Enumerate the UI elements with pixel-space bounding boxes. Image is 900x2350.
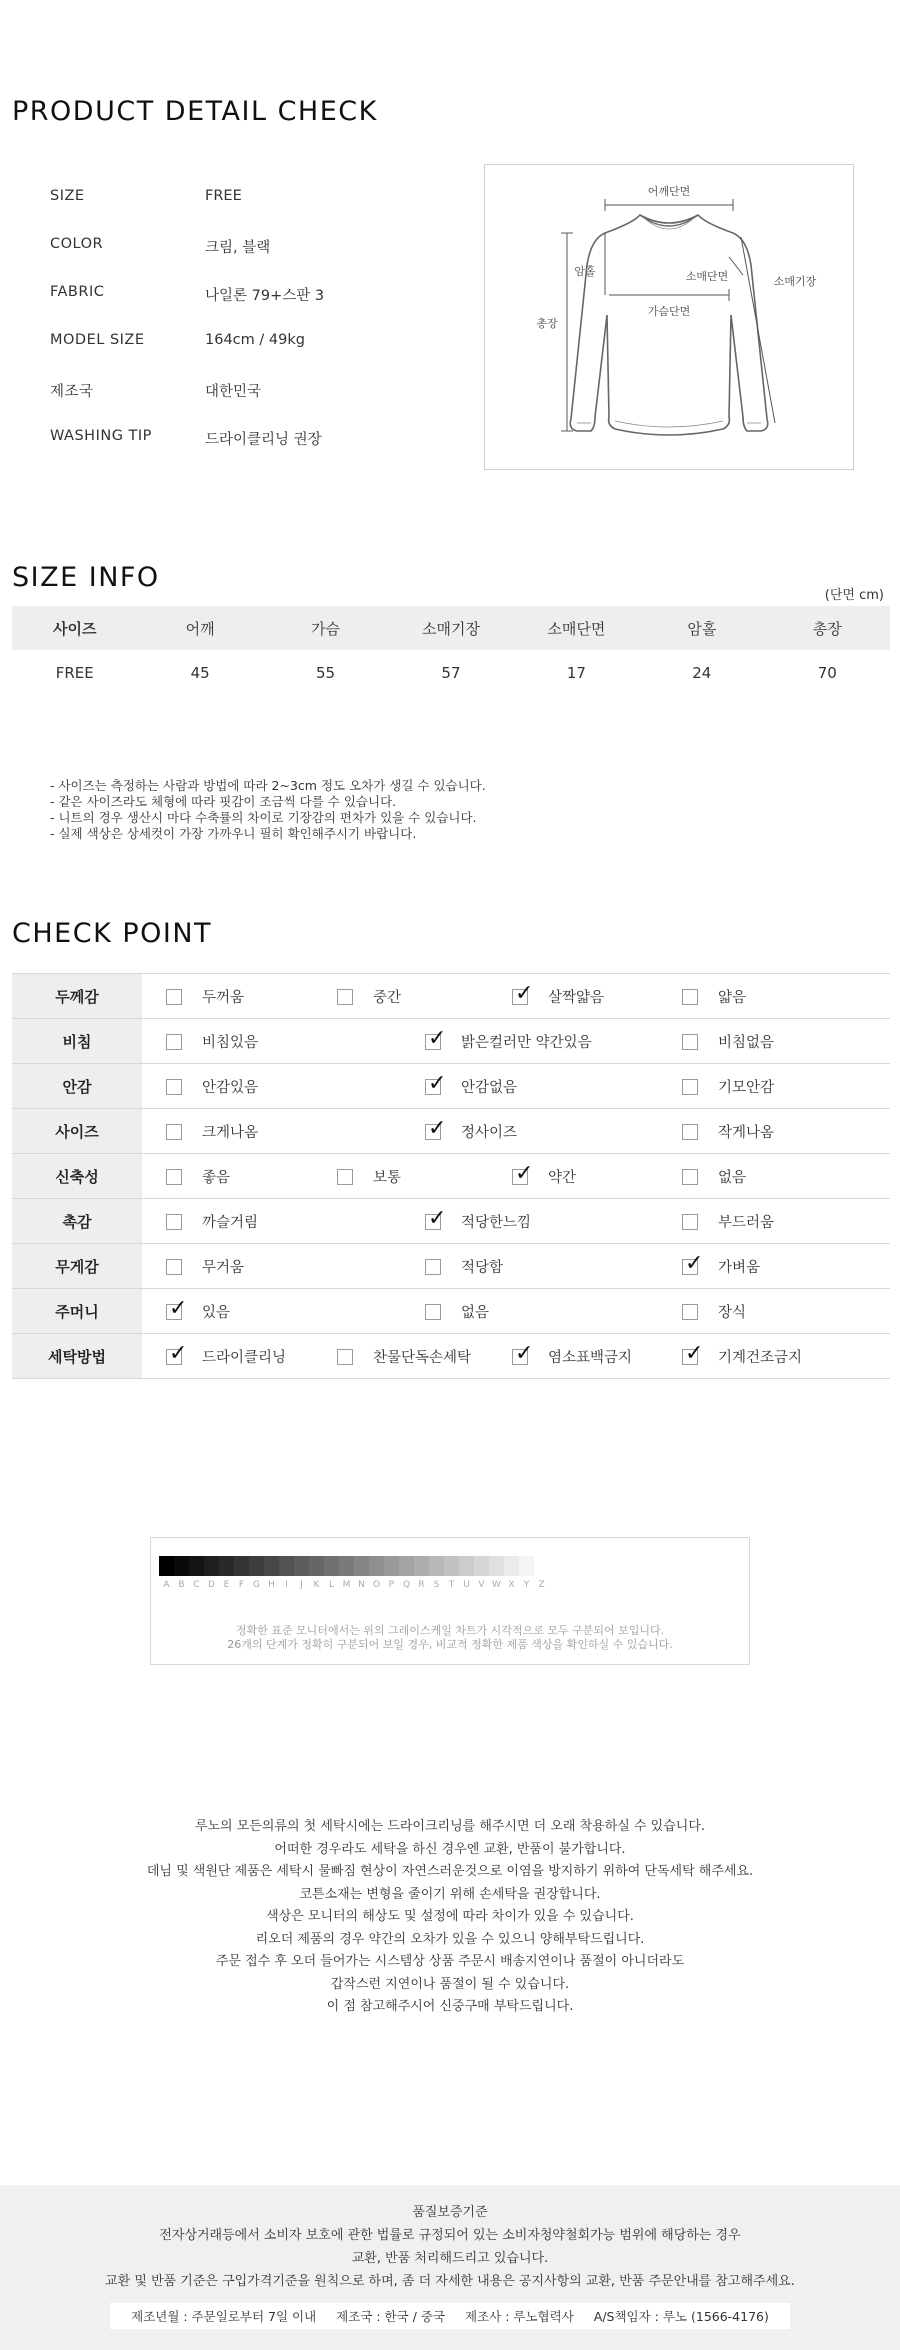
grayscale-swatch bbox=[204, 1556, 219, 1576]
check-option bbox=[682, 1064, 774, 1109]
check-option bbox=[425, 1109, 517, 1154]
detail-label: MODEL SIZE bbox=[50, 332, 145, 348]
grayscale-swatch bbox=[279, 1556, 294, 1576]
checkmark-icon: ✓ bbox=[685, 1250, 704, 1276]
check-option-label: 작게나옴 bbox=[718, 1125, 775, 1141]
size-cell: 70 bbox=[817, 664, 837, 682]
check-option bbox=[682, 1334, 802, 1379]
checked-checkbox-icon bbox=[682, 1250, 704, 1276]
checkmark-icon: ✓ bbox=[428, 1025, 447, 1051]
grayscale-swatch bbox=[384, 1556, 399, 1576]
grayscale-swatch bbox=[414, 1556, 429, 1576]
care-notice bbox=[0, 1816, 900, 2019]
check-row-label: 주머니 bbox=[12, 1289, 142, 1334]
check-option bbox=[337, 1154, 401, 1199]
product-detail-title: PRODUCT DETAIL CHECK bbox=[12, 96, 378, 127]
checkmark-icon: ✓ bbox=[428, 1205, 447, 1231]
detail-value: 대한민국 bbox=[205, 384, 262, 400]
size-header-cell: 가슴 bbox=[263, 606, 388, 650]
check-option-label: 있음 bbox=[202, 1305, 231, 1321]
check-row bbox=[12, 1334, 890, 1379]
sweater-outline bbox=[570, 215, 768, 435]
check-row-options bbox=[142, 1199, 890, 1244]
grayscale-swatch bbox=[474, 1556, 489, 1576]
grayscale-swatch bbox=[264, 1556, 279, 1576]
check-option-label: 염소표백금지 bbox=[548, 1350, 633, 1366]
grayscale-letter: L bbox=[328, 1580, 334, 1590]
grayscale-letter: T bbox=[448, 1580, 455, 1590]
garment-measurement-diagram bbox=[484, 164, 854, 470]
check-row-options bbox=[142, 1064, 890, 1109]
checkbox-icon bbox=[166, 1259, 182, 1275]
check-option bbox=[166, 1289, 230, 1334]
check-row-label: 촉감 bbox=[12, 1199, 142, 1244]
size-table-header bbox=[12, 606, 890, 650]
label-sleeve-width: 소매단면 bbox=[685, 270, 729, 283]
size-header-cell: 소매단면 bbox=[514, 606, 639, 650]
care-line: 데님 및 색원단 제품은 세탁시 물빠짐 현상이 자연스러운것으로 이염을 방지하기 위하여 단독세탁 해주세요. bbox=[146, 1864, 754, 1879]
grayscale-letter: E bbox=[223, 1580, 230, 1590]
detail-row-fabric bbox=[50, 284, 470, 314]
neckline bbox=[640, 215, 698, 226]
size-note: - 같은 사이즈라도 체형에 따라 핏감이 조금씩 다를 수 있습니다. bbox=[50, 794, 397, 809]
manufacture-date: 제조년월 : 주문일로부터 7일 이내 bbox=[131, 2309, 317, 2324]
check-option bbox=[425, 1199, 531, 1244]
check-row-options bbox=[142, 1019, 890, 1064]
check-row-options bbox=[142, 974, 890, 1019]
check-row-label: 세탁방법 bbox=[12, 1334, 142, 1379]
check-option-label: 얇음 bbox=[718, 990, 747, 1006]
grayscale-letter: N bbox=[358, 1580, 365, 1590]
care-line: 주문 접수 후 오더 들어가는 시스템상 상품 주문시 배송지연이나 품절이 아니더라도 bbox=[215, 1954, 685, 1969]
check-option bbox=[166, 1244, 244, 1289]
as-contact: A/S책임자 : 루노 (1566-4176) bbox=[593, 2309, 769, 2324]
grayscale-note-2: 26개의 단계가 정확히 구분되어 보일 경우, 비교적 정확한 제품 색상을 확인하실 수 있습니다. bbox=[227, 1638, 673, 1651]
check-row bbox=[12, 1154, 890, 1199]
checkbox-icon bbox=[337, 1349, 353, 1365]
check-row-label: 두께감 bbox=[12, 974, 142, 1019]
size-header-cell: 암홀 bbox=[639, 606, 764, 650]
care-line: 리오더 제품의 경우 약간의 오차가 있을 수 있으니 양해부탁드립니다. bbox=[255, 1931, 645, 1947]
size-unit: (단면 cm) bbox=[824, 588, 884, 603]
check-option-label: 보통 bbox=[373, 1170, 402, 1186]
check-option-label: 적당한느낌 bbox=[461, 1215, 532, 1231]
checkbox-icon bbox=[166, 1124, 182, 1140]
grayscale-letter: G bbox=[253, 1580, 260, 1590]
checked-checkbox-icon bbox=[166, 1295, 188, 1321]
check-option-label: 비침있음 bbox=[202, 1035, 259, 1051]
grayscale-swatch bbox=[159, 1556, 174, 1576]
checked-checkbox-icon bbox=[166, 1340, 188, 1366]
checkbox-icon bbox=[682, 1304, 698, 1320]
grayscale-letter: O bbox=[372, 1580, 381, 1590]
checkmark-icon: ✓ bbox=[685, 1340, 704, 1366]
grayscale-swatch bbox=[339, 1556, 354, 1576]
grayscale-letter: K bbox=[313, 1580, 320, 1590]
check-option-label: 중간 bbox=[373, 990, 402, 1006]
check-row-options bbox=[142, 1109, 890, 1154]
grayscale-letter: H bbox=[268, 1580, 275, 1590]
check-option bbox=[166, 1334, 286, 1379]
grayscale-letter: B bbox=[178, 1580, 185, 1590]
detail-label: COLOR bbox=[50, 236, 104, 252]
detail-row-size bbox=[50, 188, 470, 218]
check-option bbox=[166, 1019, 258, 1064]
checkbox-icon bbox=[166, 1079, 182, 1095]
checkbox-icon bbox=[425, 1259, 441, 1275]
grayscale-letter: C bbox=[193, 1580, 200, 1590]
checkbox-icon bbox=[166, 1214, 182, 1230]
grayscale-letter: I bbox=[285, 1580, 288, 1590]
label-sleeve-length: 소매기장 bbox=[773, 275, 817, 288]
checked-checkbox-icon bbox=[425, 1025, 447, 1051]
check-row-label: 신축성 bbox=[12, 1154, 142, 1199]
label-chest: 가슴단면 bbox=[647, 305, 691, 318]
grayscale-note-1: 정확한 표준 모니터에서는 위의 그레이스케일 차트가 시각적으로 모두 구분되어 보입니다. bbox=[235, 1624, 665, 1637]
size-cell: 24 bbox=[692, 664, 712, 682]
check-option bbox=[166, 1199, 258, 1244]
sweater-sketch bbox=[485, 165, 853, 469]
care-line: 색상은 모니터의 해상도 및 설정에 따라 차이가 있을 수 있습니다. bbox=[266, 1909, 634, 1924]
checkbox-icon bbox=[682, 1079, 698, 1095]
checked-checkbox-icon bbox=[425, 1205, 447, 1231]
check-row-options bbox=[142, 1289, 890, 1334]
quality-guarantee-footer bbox=[0, 2185, 900, 2350]
checked-checkbox-icon bbox=[512, 980, 534, 1006]
grayscale-swatch bbox=[219, 1556, 234, 1576]
grayscale-letter: Z bbox=[538, 1580, 545, 1590]
check-option bbox=[512, 974, 604, 1019]
detail-value: 나일론 79+스판 3 bbox=[205, 288, 325, 304]
grayscale-swatch bbox=[294, 1556, 309, 1576]
checkmark-icon: ✓ bbox=[169, 1295, 188, 1321]
detail-label: FABRIC bbox=[50, 284, 105, 300]
detail-row-washing bbox=[50, 428, 470, 458]
size-cell: 57 bbox=[441, 664, 461, 682]
check-option bbox=[682, 1199, 774, 1244]
checked-checkbox-icon bbox=[512, 1340, 534, 1366]
checkbox-icon bbox=[166, 1169, 182, 1185]
manufacture-country: 제조국 : 한국 / 중국 bbox=[336, 2309, 446, 2324]
check-row bbox=[12, 1289, 890, 1334]
grayscale-swatch bbox=[174, 1556, 189, 1576]
checkmark-icon: ✓ bbox=[428, 1115, 447, 1141]
check-option-label: 살짝얇음 bbox=[548, 990, 605, 1006]
manufacturer: 제조사 : 루노협력사 bbox=[465, 2309, 574, 2324]
grayscale-swatch bbox=[504, 1556, 519, 1576]
grayscale-swatch bbox=[519, 1556, 534, 1576]
checked-checkbox-icon bbox=[425, 1115, 447, 1141]
label-armhole: 암홀 bbox=[574, 265, 596, 278]
check-option bbox=[512, 1334, 632, 1379]
check-option-label: 없음 bbox=[461, 1305, 490, 1321]
grayscale-letter: A bbox=[163, 1580, 170, 1590]
grayscale-swatch bbox=[429, 1556, 444, 1576]
grayscale-letters bbox=[159, 1580, 549, 1590]
check-option bbox=[682, 974, 746, 1019]
check-row bbox=[12, 1064, 890, 1109]
detail-label: 제조국 bbox=[50, 384, 94, 400]
grayscale-swatch bbox=[189, 1556, 204, 1576]
check-option-label: 안감없음 bbox=[461, 1080, 518, 1096]
grayscale-swatch bbox=[249, 1556, 264, 1576]
check-option bbox=[166, 1064, 258, 1109]
checkmark-icon: ✓ bbox=[428, 1070, 447, 1096]
check-row-options bbox=[142, 1154, 890, 1199]
check-option-label: 약간 bbox=[548, 1170, 577, 1186]
grayscale-letter: S bbox=[433, 1580, 440, 1590]
checkbox-icon bbox=[166, 989, 182, 1005]
care-line: 어떠한 경우라도 세탁을 하신 경우엔 교환, 반품이 불가합니다. bbox=[274, 1841, 626, 1857]
checked-checkbox-icon bbox=[512, 1160, 534, 1186]
grayscale-swatch bbox=[309, 1556, 324, 1576]
check-option-label: 기모안감 bbox=[718, 1080, 775, 1096]
check-option bbox=[682, 1019, 774, 1064]
check-option-label: 크게나옴 bbox=[202, 1125, 259, 1141]
grayscale-letter: F bbox=[238, 1580, 245, 1590]
footer-line: 교환 및 반품 기준은 구입가격기준을 원칙으로 하며, 좀 더 자세한 내용은 공지사항의 교환, 반품 주문안내를 참고해주세요. bbox=[105, 2274, 795, 2289]
check-row-label: 비침 bbox=[12, 1019, 142, 1064]
checked-checkbox-icon bbox=[682, 1340, 704, 1366]
grayscale-swatch bbox=[234, 1556, 249, 1576]
footer-line: 전자상거래등에서 소비자 보호에 관한 법률로 규정되어 있는 소비자청약철회가능 범위에 해당하는 경우 bbox=[159, 2228, 741, 2243]
grayscale-letter: W bbox=[492, 1580, 501, 1590]
grayscale-swatch bbox=[399, 1556, 414, 1576]
checkbox-icon bbox=[682, 1214, 698, 1230]
grayscale-letter: D bbox=[208, 1580, 215, 1590]
check-option bbox=[682, 1244, 760, 1289]
checkmark-icon: ✓ bbox=[515, 1160, 534, 1186]
check-option bbox=[337, 1334, 471, 1379]
check-option bbox=[425, 1244, 503, 1289]
checkbox-icon bbox=[682, 1034, 698, 1050]
checked-checkbox-icon bbox=[425, 1070, 447, 1096]
check-option-label: 드라이클리닝 bbox=[202, 1350, 287, 1366]
check-option bbox=[682, 1109, 774, 1154]
check-row bbox=[12, 974, 890, 1019]
grayscale-chart bbox=[150, 1537, 750, 1665]
grayscale-swatch bbox=[489, 1556, 504, 1576]
check-row bbox=[12, 1109, 890, 1154]
check-option bbox=[337, 974, 401, 1019]
grayscale-swatch bbox=[444, 1556, 459, 1576]
grayscale-strip bbox=[159, 1556, 549, 1576]
grayscale-letter: Y bbox=[523, 1580, 530, 1590]
check-row bbox=[12, 1244, 890, 1289]
detail-value: 크림, 블랙 bbox=[205, 240, 271, 256]
check-option bbox=[512, 1154, 576, 1199]
label-total-length: 총장 bbox=[536, 317, 558, 330]
check-row-label: 무게감 bbox=[12, 1244, 142, 1289]
size-note: - 사이즈는 측정하는 사람과 방법에 따라 2~3cm 정도 오차가 생길 수 있습니다. bbox=[50, 778, 486, 793]
footer-info-bar bbox=[110, 2303, 790, 2329]
grayscale-letter: V bbox=[478, 1580, 485, 1590]
check-option bbox=[166, 974, 244, 1019]
checkbox-icon bbox=[166, 1034, 182, 1050]
check-option bbox=[682, 1289, 746, 1334]
size-header-cell: 총장 bbox=[765, 606, 890, 650]
grayscale-letter: M bbox=[342, 1580, 351, 1590]
check-point-table bbox=[12, 973, 890, 1379]
check-option bbox=[166, 1109, 258, 1154]
grayscale-letter: R bbox=[418, 1580, 425, 1590]
table-row bbox=[12, 650, 890, 696]
detail-value: 드라이클리닝 권장 bbox=[205, 432, 322, 448]
size-header-cell: 사이즈 bbox=[12, 606, 137, 650]
checkbox-icon bbox=[337, 989, 353, 1005]
size-cell: 45 bbox=[190, 664, 210, 682]
check-option-label: 안감있음 bbox=[202, 1080, 259, 1096]
checkbox-icon bbox=[682, 989, 698, 1005]
check-option-label: 기계건조금지 bbox=[718, 1350, 803, 1366]
care-line: 갑작스런 지연이나 품절이 될 수 있습니다. bbox=[330, 1976, 570, 1992]
size-cell: 55 bbox=[316, 664, 336, 682]
check-option-label: 부드러움 bbox=[718, 1215, 775, 1231]
grayscale-letter: X bbox=[508, 1580, 515, 1590]
check-option-label: 찬물단독손세탁 bbox=[373, 1350, 472, 1366]
detail-label: WASHING TIP bbox=[50, 428, 152, 444]
check-row bbox=[12, 1199, 890, 1244]
size-cell: FREE bbox=[55, 664, 94, 682]
check-option-label: 두꺼움 bbox=[202, 990, 245, 1006]
grayscale-letter: P bbox=[388, 1580, 395, 1590]
detail-row-model-size bbox=[50, 332, 470, 362]
checkbox-icon bbox=[337, 1169, 353, 1185]
check-option-label: 없음 bbox=[718, 1170, 747, 1186]
checkmark-icon: ✓ bbox=[515, 980, 534, 1006]
care-line: 루노의 모든의류의 첫 세탁시에는 드라이크리닝를 해주시면 더 오래 착용하실 수 있습니다. bbox=[194, 1819, 706, 1834]
check-row-options bbox=[142, 1244, 890, 1289]
check-option bbox=[166, 1154, 230, 1199]
footer-title: 품질보증기준 bbox=[412, 2205, 488, 2220]
size-notes bbox=[50, 778, 486, 842]
check-option-label: 가벼움 bbox=[718, 1260, 761, 1276]
grayscale-swatch bbox=[459, 1556, 474, 1576]
grayscale-swatch bbox=[534, 1556, 549, 1576]
size-table bbox=[12, 606, 890, 696]
check-option bbox=[425, 1019, 592, 1064]
size-cell: 17 bbox=[566, 664, 586, 682]
detail-row-origin bbox=[50, 380, 470, 410]
detail-value: FREE bbox=[205, 188, 242, 204]
check-row-label: 사이즈 bbox=[12, 1109, 142, 1154]
grayscale-letter: U bbox=[463, 1580, 470, 1590]
check-option-label: 밝은컬러만 약간있음 bbox=[461, 1035, 592, 1051]
size-header-cell: 소매기장 bbox=[388, 606, 513, 650]
checkmark-icon: ✓ bbox=[169, 1340, 188, 1366]
checkbox-icon bbox=[425, 1304, 441, 1320]
size-header-cell: 어깨 bbox=[137, 606, 262, 650]
detail-value: 164cm / 49kg bbox=[205, 332, 305, 348]
care-line: 이 점 참고해주시어 신중구매 부탁드립니다. bbox=[326, 1999, 574, 2014]
checkbox-icon bbox=[682, 1169, 698, 1185]
size-note: - 실제 색상은 상세컷이 가장 가까우니 필히 확인해주시기 바랍니다. bbox=[50, 826, 417, 841]
check-option-label: 좋음 bbox=[202, 1170, 231, 1186]
detail-label: SIZE bbox=[50, 188, 85, 204]
check-option bbox=[682, 1154, 746, 1199]
check-option-label: 정사이즈 bbox=[461, 1125, 518, 1141]
grayscale-letter: Q bbox=[402, 1580, 411, 1590]
footer-line: 교환, 반품 처리해드리고 있습니다. bbox=[351, 2251, 549, 2266]
check-row-options bbox=[142, 1334, 890, 1379]
check-option-label: 까슬거림 bbox=[202, 1215, 259, 1231]
detail-row-color bbox=[50, 236, 470, 266]
check-option-label: 적당함 bbox=[461, 1260, 504, 1276]
grayscale-swatch bbox=[369, 1556, 384, 1576]
care-line: 코튼소재는 변형을 줄이기 위해 손세탁을 권장합니다. bbox=[299, 1886, 601, 1902]
grayscale-swatch bbox=[354, 1556, 369, 1576]
grayscale-swatch bbox=[324, 1556, 339, 1576]
grayscale-letter: J bbox=[300, 1580, 303, 1590]
check-option bbox=[425, 1289, 489, 1334]
size-note: - 니트의 경우 생산시 마다 수축률의 차이로 기장감의 편차가 있을 수 있습니다. bbox=[50, 810, 477, 825]
size-info-title: SIZE INFO bbox=[12, 562, 160, 593]
check-option-label: 비침없음 bbox=[718, 1035, 775, 1051]
checkbox-icon bbox=[682, 1124, 698, 1140]
check-option bbox=[425, 1064, 517, 1109]
check-option-label: 무거움 bbox=[202, 1260, 245, 1276]
label-shoulder: 어깨단면 bbox=[647, 185, 691, 198]
check-row-label: 안감 bbox=[12, 1064, 142, 1109]
check-point-title: CHECK POINT bbox=[12, 918, 213, 949]
checkmark-icon: ✓ bbox=[515, 1340, 534, 1366]
check-row bbox=[12, 1019, 890, 1064]
check-option-label: 장식 bbox=[718, 1305, 747, 1321]
